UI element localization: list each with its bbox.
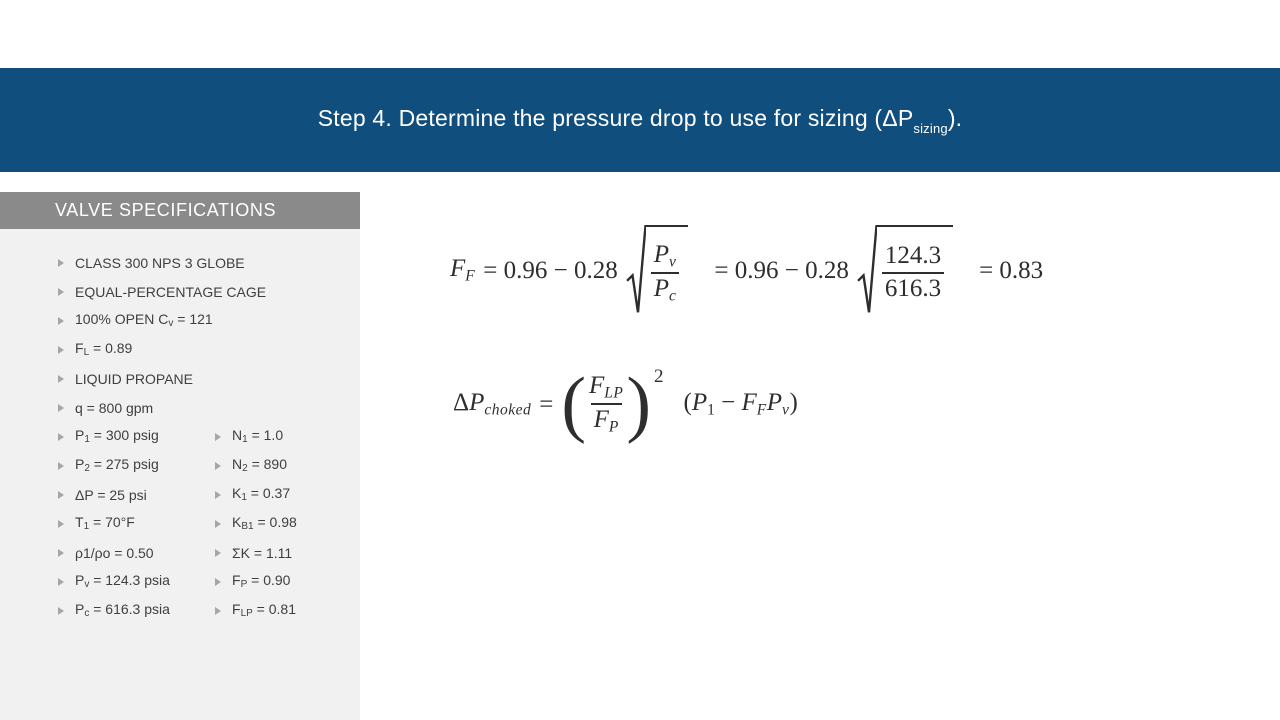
math-segment: P xyxy=(653,240,669,268)
spec-text xyxy=(75,488,147,502)
numerator xyxy=(882,242,944,272)
bullet-icon xyxy=(215,520,221,528)
math-expression xyxy=(714,258,848,283)
math-segment: c xyxy=(668,287,677,305)
math-segment: 1 xyxy=(241,492,247,503)
fraction xyxy=(586,372,626,436)
math-segment: v xyxy=(782,401,790,419)
list-item xyxy=(58,364,360,393)
math-segment: 2 xyxy=(84,463,90,474)
math-segment: F xyxy=(741,389,757,417)
math-segment: F xyxy=(756,401,767,419)
spec-item xyxy=(58,573,170,590)
math-segment: F xyxy=(589,371,605,399)
math-segment: 1 xyxy=(707,401,715,419)
spec-item xyxy=(58,256,245,270)
math-segment: choked xyxy=(484,401,532,419)
spec-text xyxy=(232,457,287,474)
slide-title-bar xyxy=(0,68,1280,172)
math-segment: K xyxy=(232,485,242,501)
square-root xyxy=(857,225,953,315)
spec-text xyxy=(232,515,297,532)
spec-item xyxy=(58,341,132,358)
square-root xyxy=(626,225,689,315)
math-segment: ) xyxy=(789,389,798,417)
spec-text xyxy=(75,428,159,445)
math-segment: = 0.96 − 0.28 xyxy=(714,256,849,284)
numerator xyxy=(586,372,626,403)
bullet-icon xyxy=(58,317,64,325)
spec-item xyxy=(215,457,287,474)
math-segment: P xyxy=(75,427,85,443)
bullet-icon xyxy=(58,578,64,586)
spec-text xyxy=(232,602,296,619)
spec-item xyxy=(58,457,159,474)
slide-title-end: ). xyxy=(947,104,963,131)
math-segment: v xyxy=(668,253,677,271)
spec-item xyxy=(215,515,297,532)
spec-item xyxy=(58,372,193,386)
list-item xyxy=(58,306,360,335)
bullet-icon xyxy=(215,433,221,441)
math-segment: LP xyxy=(604,384,624,402)
math-segment: 2 xyxy=(242,463,248,474)
bullet-icon xyxy=(215,491,221,499)
math-segment: ΣK = 1.11 xyxy=(232,544,293,561)
spec-text xyxy=(232,546,292,560)
spec-text xyxy=(75,602,170,619)
math-segment: P xyxy=(75,456,85,472)
math-segment: P xyxy=(240,579,248,590)
open-paren: ( xyxy=(561,363,587,445)
math-segment: F xyxy=(450,255,466,283)
specs-sidebar xyxy=(0,229,360,720)
math-segment: = 890 xyxy=(247,456,288,472)
slide-title xyxy=(318,105,963,136)
math-segment: P xyxy=(75,601,85,617)
denominator xyxy=(651,272,680,305)
math-segment: ( xyxy=(683,389,692,417)
bullet-icon xyxy=(58,462,64,470)
bullet-icon xyxy=(58,375,64,383)
numerator xyxy=(651,241,680,272)
bullet-icon xyxy=(58,433,64,441)
bullet-icon xyxy=(215,578,221,586)
math-segment: v xyxy=(84,579,90,590)
spec-text xyxy=(232,486,290,503)
bullet-icon xyxy=(58,520,64,528)
spec-text xyxy=(75,341,132,358)
parenthesized-fraction xyxy=(561,363,664,445)
math-segment: = 1.0 xyxy=(247,427,284,443)
spec-item xyxy=(58,312,213,329)
spec-list xyxy=(0,229,360,625)
spec-item xyxy=(58,602,170,619)
math-result xyxy=(979,258,1043,283)
math-segment: P xyxy=(75,572,85,588)
math-lhs xyxy=(450,256,475,284)
math-segment: LP xyxy=(240,608,253,619)
list-item xyxy=(58,567,360,596)
math-segment: v xyxy=(168,318,174,329)
math-segment: = 0.83 xyxy=(979,256,1044,284)
bullet-icon xyxy=(58,259,64,267)
spec-text xyxy=(75,312,213,329)
math-segment: = 275 psig xyxy=(89,456,159,472)
spec-item xyxy=(215,602,296,619)
spec-text xyxy=(75,515,135,532)
slide-title-subscript: sizing xyxy=(913,120,948,136)
math-rhs xyxy=(684,390,798,418)
math-segment: K xyxy=(232,514,242,530)
math-segment: P xyxy=(469,389,485,417)
math-segment: 1 xyxy=(242,434,248,445)
spec-item xyxy=(215,573,290,590)
math-segment: CLASS 300 NPS 3 GLOBE xyxy=(75,254,245,271)
formula-ff xyxy=(450,224,1043,316)
math-segment: = 300 psig xyxy=(89,427,159,443)
math-segment: B1 xyxy=(241,521,254,532)
math-segment: 1 xyxy=(83,521,90,532)
spec-text xyxy=(75,256,245,270)
math-segment: = 124.3 psia xyxy=(89,572,170,588)
spec-text xyxy=(75,372,193,386)
math-segment: 100% OPEN C xyxy=(75,311,169,327)
math-segment: 616.3 xyxy=(884,275,942,302)
math-segment: = 70°F xyxy=(89,514,135,530)
list-item xyxy=(58,277,360,306)
radical-icon xyxy=(626,225,646,315)
bullet-icon xyxy=(215,462,221,470)
math-segment: N xyxy=(232,456,243,472)
math-segment: P xyxy=(766,389,783,417)
spec-text xyxy=(75,457,159,474)
bullet-icon xyxy=(58,607,64,615)
spec-item xyxy=(58,428,159,445)
bullet-icon xyxy=(58,288,64,296)
math-expression xyxy=(483,258,617,283)
equals-sign xyxy=(539,392,553,417)
math-segment: Δ xyxy=(453,389,470,417)
list-item xyxy=(58,248,360,277)
math-segment: 124.3 xyxy=(884,242,942,270)
slide-title-text: Step 4. Determine the pressure drop to use for sizing (ΔP xyxy=(317,104,914,131)
math-segment: N xyxy=(232,427,243,443)
spec-item xyxy=(58,546,154,560)
math-segment: P xyxy=(608,418,619,436)
spec-text xyxy=(232,573,290,590)
math-lhs xyxy=(453,390,531,418)
math-segment: T xyxy=(75,514,84,530)
list-item xyxy=(58,422,360,451)
math-segment: F xyxy=(232,601,241,617)
fraction xyxy=(882,242,944,304)
bullet-icon xyxy=(215,607,221,615)
spec-text xyxy=(75,573,170,590)
bullet-icon xyxy=(58,404,64,412)
math-segment: L xyxy=(83,347,90,358)
math-segment: F xyxy=(75,340,84,356)
math-segment: 1 xyxy=(84,434,90,445)
list-item xyxy=(58,596,360,625)
list-item xyxy=(58,393,360,422)
math-segment: F xyxy=(232,572,241,588)
math-segment: ρ1/ρo = 0.50 xyxy=(75,544,154,561)
math-segment: = xyxy=(539,390,554,418)
list-item xyxy=(58,335,360,364)
radicand xyxy=(646,225,689,315)
radicand xyxy=(877,225,953,315)
specs-header xyxy=(0,192,360,229)
spec-item xyxy=(58,515,135,532)
spec-item xyxy=(215,486,290,503)
list-item xyxy=(58,451,360,480)
math-segment: c xyxy=(84,608,90,619)
math-segment: q = 800 gpm xyxy=(75,399,154,416)
denominator xyxy=(591,403,622,436)
bullet-icon xyxy=(58,491,64,499)
bullet-icon xyxy=(58,346,64,354)
spec-item xyxy=(58,488,147,502)
math-segment: − xyxy=(714,389,742,417)
math-segment: LIQUID PROPANE xyxy=(75,370,193,387)
math-segment: = 616.3 psia xyxy=(89,601,170,617)
spec-text xyxy=(75,546,154,560)
math-segment: = 0.89 xyxy=(89,340,133,356)
list-item xyxy=(58,480,360,509)
bullet-icon xyxy=(58,549,64,557)
spec-item xyxy=(58,401,153,415)
spec-text xyxy=(75,285,266,299)
bullet-icon xyxy=(215,549,221,557)
math-segment: P xyxy=(653,275,669,302)
math-segment: = 0.37 xyxy=(246,485,291,501)
math-segment: EQUAL-PERCENTAGE CAGE xyxy=(75,283,267,300)
list-item xyxy=(58,538,360,567)
spec-text xyxy=(232,428,283,445)
math-segment: = 0.90 xyxy=(247,572,291,588)
radical-icon xyxy=(857,225,877,315)
math-segment: = 121 xyxy=(173,311,213,327)
denominator xyxy=(882,272,944,304)
formula-dp-choked xyxy=(453,360,798,448)
math-segment: F xyxy=(465,267,476,285)
math-segment: = 0.81 xyxy=(252,601,296,617)
spec-item xyxy=(215,546,292,560)
specs-header-label: VALVE SPECIFICATIONS xyxy=(55,200,277,220)
math-segment: = 0.96 − 0.28 xyxy=(483,256,618,284)
fraction xyxy=(651,241,680,305)
spec-item xyxy=(215,428,283,445)
math-segment: ΔP = 25 psi xyxy=(75,486,147,503)
math-segment: = 0.98 xyxy=(253,514,297,530)
math-segment: P xyxy=(691,389,708,417)
math-segment: F xyxy=(593,406,609,433)
power-exponent: 2 xyxy=(654,366,664,387)
spec-text xyxy=(75,401,153,415)
spec-item xyxy=(58,285,266,299)
close-paren: ) xyxy=(626,363,652,445)
list-item xyxy=(58,509,360,538)
